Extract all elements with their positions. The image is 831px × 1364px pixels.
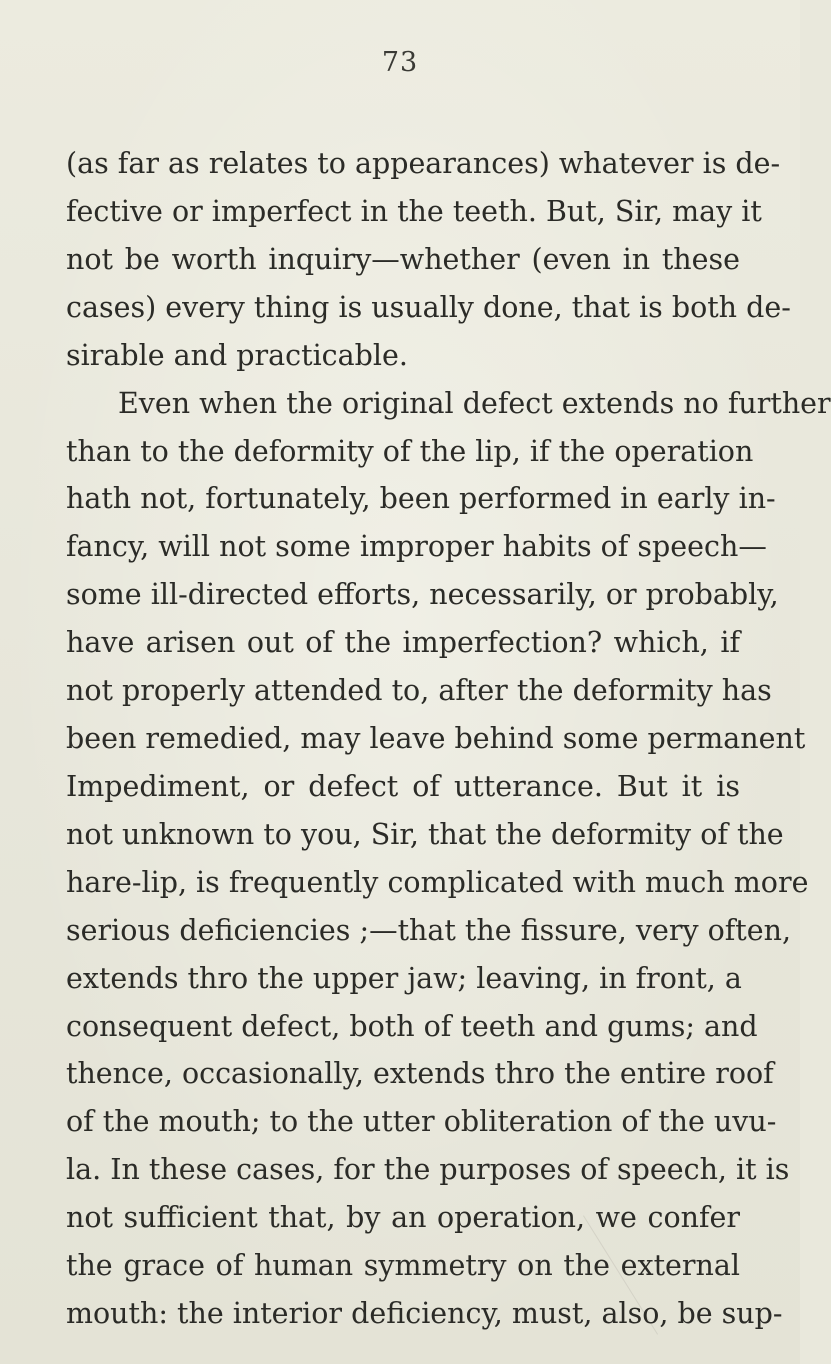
text-line-15: not unknown to you, Sir, that the deformity of the (66, 818, 784, 851)
text-line-19: consequent defect, both of teeth and gums; and (66, 1010, 758, 1043)
text-line-16: hare-lip, is frequently complicated with much more (66, 866, 809, 899)
text-line-10: some ill-directed efforts, necessarily, or probably, (66, 578, 779, 611)
text-line-21: of the mouth; to the utter obliteration of the uvu- (66, 1105, 777, 1138)
text-line-1: (as far as relates to appearances) whatever is de- (66, 147, 781, 180)
text-line-17: serious deficiencies ;—that the fissure, very often, (66, 914, 792, 947)
text-line-13: been remedied, may leave behind some permanent (66, 722, 806, 755)
text-line-25: mouth: the interior deficiency, must, also, be sup- (66, 1297, 783, 1330)
text-line-5: sirable and practicable. (66, 339, 408, 372)
text-line-23: not sufficient that, by an operation, we confer (66, 1201, 740, 1234)
text-line-18: extends thro the upper jaw; leaving, in front, a (66, 962, 742, 995)
text-line-3: not be worth inquiry—whether (even in these (66, 243, 740, 276)
text-line-6: Even when the original defect extends no further (118, 387, 831, 420)
text-line-2: fective or imperfect in the teeth. But, Sir, may it (66, 195, 762, 228)
text-line-4: cases) every thing is usually done, that is both de- (66, 291, 791, 324)
text-line-11: have arisen out of the imperfection? which, if (66, 626, 740, 659)
text-line-9: fancy, will not some improper habits of speech— (66, 530, 767, 563)
text-line-22: la. In these cases, for the purposes of speech, it is (66, 1153, 790, 1186)
text-line-7: than to the deformity of the lip, if the operation (66, 435, 754, 468)
text-line-12: not properly attended to, after the deformity has (66, 674, 772, 707)
text-line-24: the grace of human symmetry on the external (66, 1249, 740, 1282)
text-line-20: thence, occasionally, extends thro the entire roof (66, 1057, 774, 1090)
page-number: 73 (381, 47, 419, 78)
text-line-8: hath not, fortunately, been performed in early in- (66, 482, 776, 515)
text-line-14: Impediment, or defect of utterance. But it is (66, 770, 740, 803)
